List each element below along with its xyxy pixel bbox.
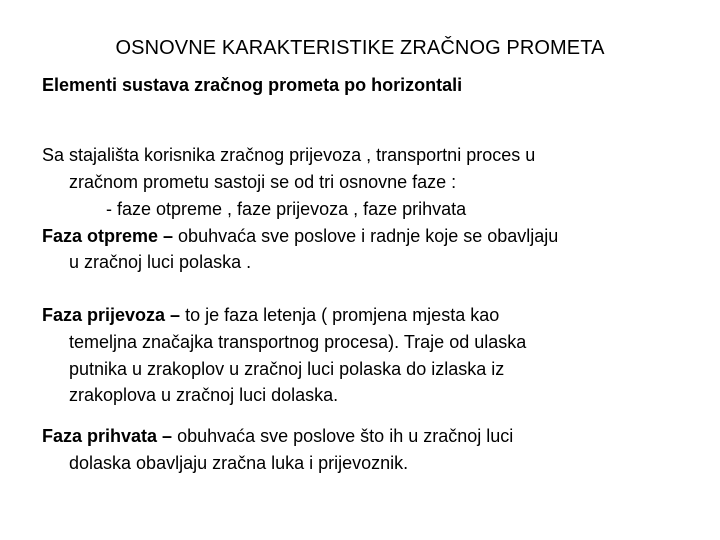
faza-prijevoza-line-2: temeljna značajka transportnog procesa). Traje od ulaska <box>69 331 527 352</box>
faza-otpreme-line-2: u zračnoj luci polaska . <box>69 252 252 273</box>
intro-line-2: zračnom prometu sastoji se od tri osnovne faze : <box>69 171 457 192</box>
faza-prijevoza-line-4: zrakoplova u zračnoj luci dolaska. <box>69 385 339 406</box>
faza-otpreme-text-1: obuhvaća sve poslove i radnje koje se obavljaju <box>173 225 559 246</box>
faza-otpreme-paragraph <box>42 223 692 277</box>
faza-prihvata-term: Faza prihvata – <box>42 426 173 446</box>
faza-prijevoza-line-3: putnika u zrakoplov u zračnoj luci polaska do izlaska iz <box>69 358 505 379</box>
section-subtitle: Elementi sustava zračnog prometa po horizontali <box>42 75 463 95</box>
slide-title: OSNOVNE KARAKTERISTIKE ZRAČNOG PROMETA <box>115 37 605 59</box>
faza-prijevoza-term: Faza prijevoza – <box>42 305 181 325</box>
faza-prihvata-line-2: dolaska obavljaju zračna luka i prijevoznik. <box>69 452 409 473</box>
faza-prihvata-paragraph <box>42 423 692 477</box>
faza-prihvata-text-1: obuhvaća sve poslove što ih u zračnoj luci <box>172 426 514 446</box>
faza-prihvata-line-1 <box>42 423 692 450</box>
faza-prijevoza-line-1 <box>42 302 692 329</box>
faza-prijevoza-paragraph <box>42 302 692 409</box>
faza-otpreme-term: Faza otpreme – <box>42 225 174 246</box>
faza-prijevoza-text-1: to je faza letenja ( promjena mjesta kao <box>180 305 500 325</box>
faza-otpreme-line-1 <box>42 223 692 250</box>
phases-list: - faze otpreme , faze prijevoza , faze prihvata <box>106 198 467 219</box>
intro-line-1: Sa stajališta korisnika zračnog prijevoza , transportni proces u <box>42 145 536 165</box>
intro-paragraph <box>42 142 692 222</box>
